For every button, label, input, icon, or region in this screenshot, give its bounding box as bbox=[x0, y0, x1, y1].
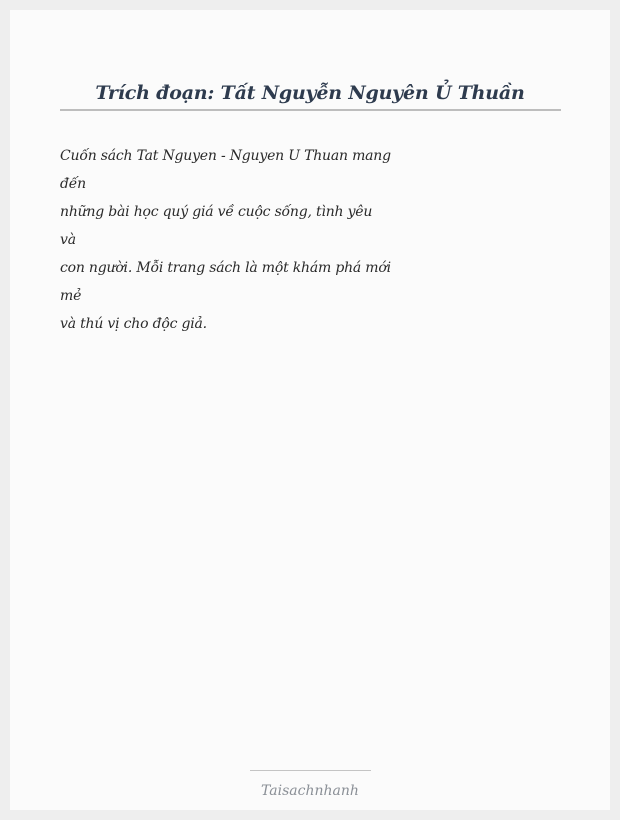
excerpt-line: và thú vị cho độc giả. bbox=[60, 316, 207, 332]
excerpt-line: Cuốn sách Tat Nguyen - Nguyen U Thuan mang bbox=[60, 148, 391, 164]
title-divider bbox=[60, 109, 561, 111]
excerpt-line: và bbox=[60, 232, 76, 248]
excerpt-line: con người. Mỗi trang sách là một khám phá mới bbox=[60, 260, 391, 276]
footer-source: Taisachnhanh bbox=[261, 783, 359, 799]
excerpt-line: mẻ bbox=[60, 288, 82, 304]
document-title: Trích đoạn: Tất Nguyễn Nguyên Ủ Thuần bbox=[95, 82, 525, 104]
excerpt-line: đến bbox=[60, 176, 86, 192]
excerpt-line: những bài học quý giá về cuộc sống, tình yêu bbox=[60, 204, 373, 220]
excerpt-body bbox=[60, 142, 390, 338]
footer-divider bbox=[250, 770, 371, 771]
document-page bbox=[10, 10, 610, 810]
